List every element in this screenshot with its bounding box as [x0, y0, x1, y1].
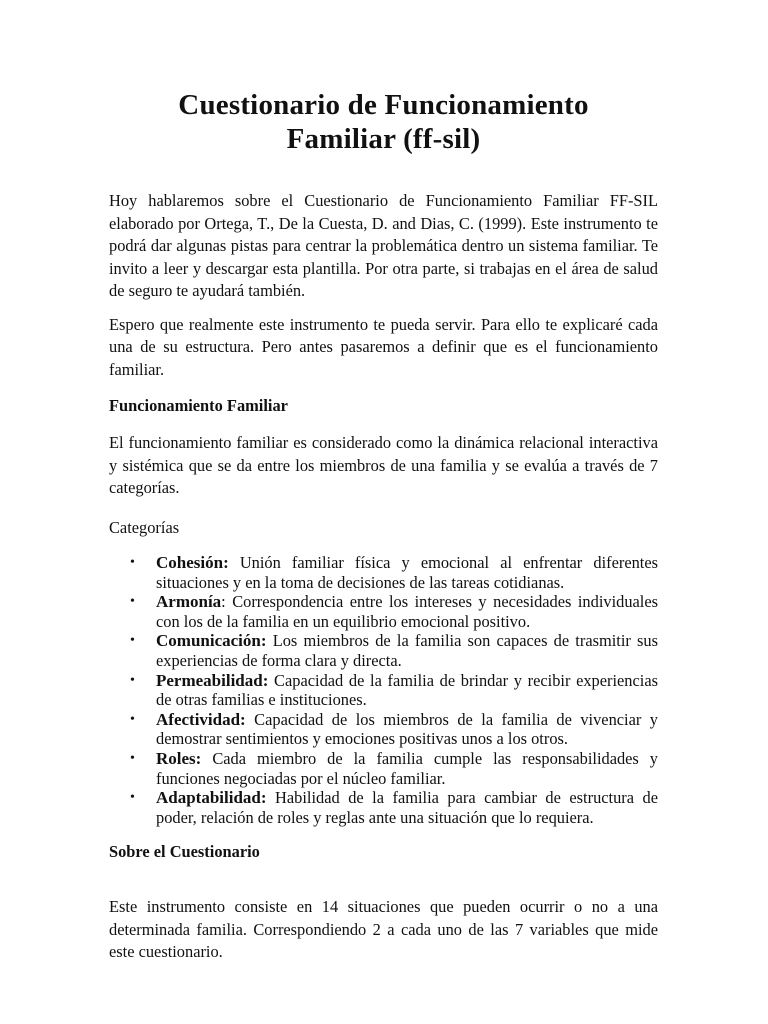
list-item — [130, 788, 658, 827]
category-term: Afectividad: — [156, 709, 246, 729]
final-paragraph: Este instrumento consiste en 14 situaciones que pueden ocurrir o no a una determinada familia. Correspondiendo 2 a cada uno de las 7 variables que mide este cuestionario. — [109, 897, 658, 962]
bullet-icon: • — [130, 672, 135, 688]
list-item — [130, 592, 658, 631]
list-item — [130, 553, 658, 592]
second-paragraph: Espero que realmente este instrumento te pueda servir. Para ello te explicaré cada una de su estructura. Pero antes pasaremos a definir que es el funcionamiento familiar. — [109, 314, 658, 379]
category-term: Cohesión: — [156, 553, 229, 572]
title-line-1: Cuestionario de Funcionamiento — [178, 89, 589, 121]
bullet-icon: • — [130, 790, 135, 806]
list-item — [130, 748, 658, 788]
category-term: Permeabilidad: — [156, 670, 269, 690]
category-term: Roles: — [156, 748, 202, 768]
bullet-icon: • — [130, 594, 135, 610]
bullet-icon: • — [130, 555, 135, 570]
bullet-icon: • — [130, 711, 135, 727]
section-heading-funcionamiento: Funcionamiento Familiar — [109, 396, 288, 415]
bullet-icon: • — [130, 633, 135, 649]
category-description: Cada miembro de la familia cumple las responsabilidades y funciones negociadas por el núcleo familiar. — [156, 748, 658, 788]
category-term: Adaptabilidad: — [156, 788, 267, 808]
category-description: Los miembros de la familia son capaces de trasmitir sus experiencias de forma clara y directa. — [156, 631, 658, 670]
category-term: Armonía — [156, 592, 222, 612]
category-description: Habilidad de la familia para cambiar de estructura de poder, relación de roles y reglas ante una situación que lo requiera. — [156, 788, 658, 827]
document-title — [109, 88, 658, 156]
category-description: Unión familiar física y emocional al enfrentar diferentes situaciones y en la toma de decisiones de las tareas cotidianas. — [156, 553, 658, 592]
categories-label: Categorías — [109, 517, 180, 537]
categories-list — [109, 553, 658, 827]
list-item — [130, 631, 658, 670]
category-description: Capacidad de los miembros de la familia de vivenciar y demostrar sentimientos y emociones positivas unos a los otros. — [156, 709, 658, 749]
definition-paragraph: El funcionamiento familiar es considerado como la dinámica relacional interactiva y sistémica que se da entre los miembros de una familia y se evalúa a través de 7 categorías. — [109, 433, 658, 497]
title-line-2: Familiar (ff-sil) — [286, 123, 481, 155]
list-item — [130, 670, 658, 710]
intro-paragraph: Hoy hablaremos sobre el Cuestionario de Funcionamiento Familiar FF-SIL elaborado por Ortega, T., De la Cuesta, D. and Dias, C. (1999). Este instrumento te podrá dar algunas pistas para centrar la problemática dentro un sistema familiar. Te invito a leer y descargar esta plantilla. Por otra parte, si trabajas en el área de salud de seguro te ayudará también. — [109, 191, 658, 300]
category-description: Capacidad de la familia de brindar y recibir experiencias de otras familias e instituciones. — [156, 670, 658, 710]
list-item — [130, 709, 658, 749]
bullet-icon: • — [130, 750, 135, 766]
category-term: Comunicación: — [156, 631, 267, 651]
section-heading-cuestionario: Sobre el Cuestionario — [109, 842, 260, 862]
category-description: : Correspondencia entre los intereses y necesidades individuales con los de la familia en un equilibrio emocional positivo. — [156, 592, 658, 631]
